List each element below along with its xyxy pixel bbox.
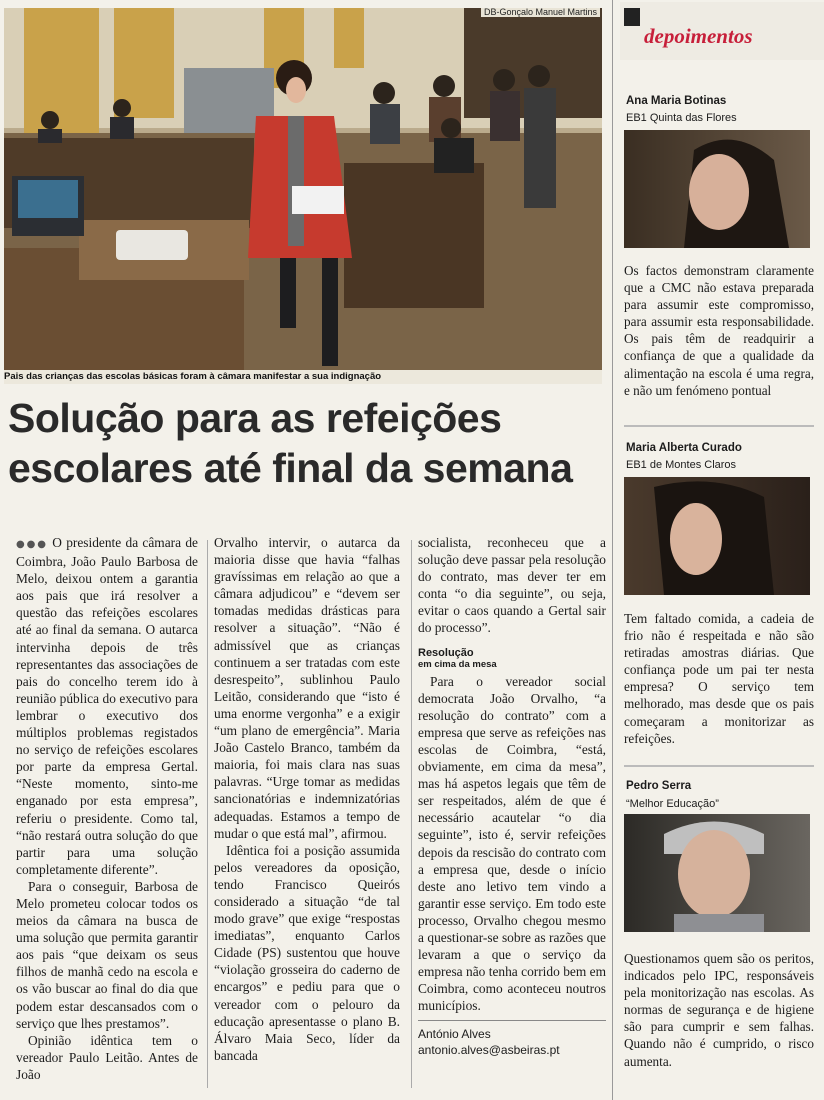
sidebar-title: depoimentos <box>644 24 753 48</box>
body-paragraph: socialista, reconheceu que a solução deve passar pela resolução do contrato, mas dever ter em conta “o dia seguinte”, ou seja, evitar o caos quando a Gertal sair do processo”. <box>418 535 606 636</box>
testimonial-affiliation: “Melhor Educação” <box>626 798 719 810</box>
testimonial-text: Os factos demonstram claramente que a CMC não estava preparada para assumir este compromisso, para assumir esta responsabilidade. Os pais têm de readquirir a confiança de que a qualidade da alimentação na escola é uma regra, e não um fenómeno pontual <box>624 263 814 398</box>
headline-line-1: Solução para as refeições <box>8 395 502 441</box>
portrait-avatar <box>624 130 810 248</box>
author-signature <box>418 1020 606 1058</box>
portrait-avatar <box>624 814 810 932</box>
headline-line-2: escolares até final da semana <box>8 445 573 491</box>
section-tag-icon <box>624 8 640 26</box>
sidebar-header <box>620 2 824 60</box>
testimonial-separator <box>624 425 814 427</box>
body-paragraph: Para o vereador social democrata João Orvalho, “a resolução do contrato” com a empresa que serve as refeições nas escolas de Coimbra, “está, obviamente, em cima da mesa”, mas há aspetos legais que têm de ser respeitados, além de que é necessário acautelar “o dia seguinte”, isto é, servir refeições depois da rescisão do contrato com a empresa que, desde o início deste ano letivo tem vindo a garantir esse serviço. Em todo este processo, Orvalho chegou mesmo a questionar-se sobre as razões que levaram a que o serviço da empresa não tenha corrido bem em Coimbra, como aconteceu noutros municípios. <box>418 673 606 1014</box>
subhead-subtitle: em cima da mesa <box>418 658 497 670</box>
testimonial-name: Ana Maria Botinas <box>626 95 727 107</box>
article-column-1 <box>16 534 198 1083</box>
article-headline <box>8 393 608 493</box>
author-name: António Alves <box>418 1027 491 1042</box>
testimonial-affiliation: EB1 Quinta das Flores <box>626 112 737 124</box>
testimonial-photo <box>624 814 810 932</box>
body-paragraph: Para o conseguir, Barbosa de Melo prometeu colocar todos os meios da câmara na busca de uma solução que permita garantir aos pais “que deixam os seus filhos de manhã cedo na escola e os vão buscar ao final do dia que podem estar descansados com o serviço que lhes prestamos”. <box>16 878 198 1031</box>
sidebar-divider <box>612 0 613 1100</box>
column-divider <box>207 540 208 1088</box>
portrait-avatar <box>624 477 810 595</box>
column-divider <box>411 540 412 1088</box>
testimonial-name: Pedro Serra <box>626 780 692 792</box>
body-paragraph: Orvalho intervir, o autarca da maioria disse que havia “falhas gravíssimas em relação ao que a câmara adjudicou” e “devem ser tomadas medidas drásticas para resolver a situação”. “Não é admissível que as crianças continuem a ser tratadas com este desrespeito”, sublinhou Paulo Leitão, considerando que “isto é uma enorme vergonha” e a exigir “um plano de emergência”. Maria João Castelo Branco, também da maioria, foi mais clara nas suas palavras. “Urge tomar as medidas sancionatórias e indemnizatórias adequadas. Estamos a tempo de mudar o que está mal”, afirmou. <box>214 535 400 841</box>
testimonial-name: Maria Alberta Curado <box>626 442 742 454</box>
body-paragraph: Opinião idêntica tem o vereador Paulo Leitão. Antes de João <box>16 1032 198 1082</box>
photo-caption: Pais das crianças das escolas básicas foram à câmara manifestar a sua indignação <box>4 370 602 384</box>
subhead-title: Resolução <box>418 646 474 659</box>
body-paragraph: Idêntica foi a posição assumida pelos vereadores da oposição, tendo Francisco Queirós considerado a situação “de tal modo grave” que exige “respostas imediatas”, enquanto Carlos Cidade (PS) sustentou que houve “violação grosseira do caderno de encargos” e pediu para que o vereador com o pelouro da educação apresentasse o plano B. Álvaro Maia Seco, líder da bancada <box>214 842 400 1063</box>
testimonial-affiliation: EB1 de Montes Claros <box>626 459 737 471</box>
lead-bullet-icon: ●●● <box>16 539 48 550</box>
testimonial-photo <box>624 130 810 248</box>
article-column-2 <box>214 534 400 1064</box>
testimonial-photo <box>624 477 810 595</box>
lead-paragraph: ●●● O presidente da câmara de Coimbra, João Paulo Barbosa de Melo, deixou ontem a garantia aos pais que irá resolver a questão das refeições escolares até ao final da semana. O autarca intervinha depois de três representantes das associações de pais do concelho terem ido à reunião pública do executivo para lembrar o executivo dos múltiplos problemas registados no serviço de refeições escolares por parte da empresa Gertal. “Neste momento, sinto-me enganado por esta empresa”, referiu o presidente. Como tal, “não restará outra solução do que partir para uma solução completamente diferente”. <box>16 535 198 877</box>
testimonial-separator <box>624 765 814 767</box>
article-column-3 <box>418 534 606 1058</box>
testimonial-text: Tem faltado comida, a cadeia de frio não é respeitada e não são retiradas amostras diárias. Que confiança pode um pai ter nesta empresa? O serviço tem melhorado, mas desde que os pais começaram a monitorizar as refeições. <box>624 611 814 746</box>
photo-credit: DB-Gonçalo Manuel Martins <box>481 8 600 17</box>
council-meeting-illustration <box>4 8 602 371</box>
testimonial-text: Questionamos quem são os peritos, indicados pelo IPC, responsáveis pela monitorização nas escolas. As normas de segurança e de higiene são para cumprir e sem falhas. Quando não é cumprido, o risco aumenta. <box>624 951 814 1069</box>
article-photo <box>4 8 602 371</box>
author-email[interactable]: antonio.alves@asbeiras.pt <box>418 1043 560 1058</box>
